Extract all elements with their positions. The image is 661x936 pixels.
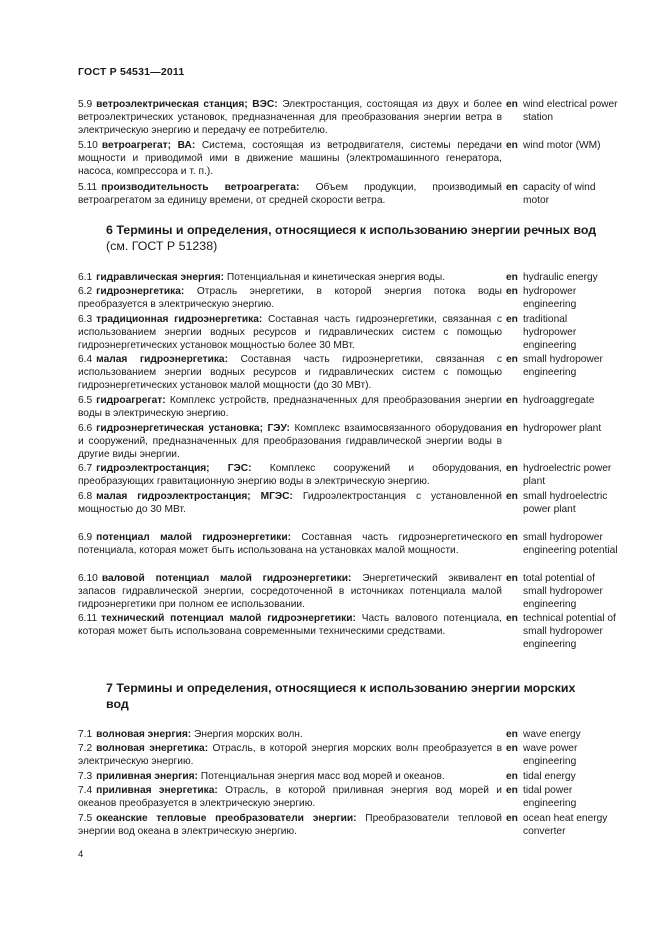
language-code: en <box>506 395 518 406</box>
entry-number: 6.5 <box>78 395 93 406</box>
entry-body <box>78 313 502 352</box>
language-code: en <box>506 743 518 754</box>
entry-number: 5.11 <box>78 182 98 193</box>
language-code: en <box>506 314 518 325</box>
english-equivalent: small hydropower engineering potential <box>523 532 618 556</box>
language-code: en <box>506 463 518 474</box>
entry-term: традиционная гидроэнергетика: <box>96 314 263 325</box>
entry-body <box>78 139 502 178</box>
english-equivalent: traditional hydropower engineering <box>523 314 577 351</box>
entry-body <box>78 728 502 741</box>
entry-term: ветроагрегат; ВА: <box>101 140 196 151</box>
entry-definition: Преобразователи тепловой энергии вод океана в электрическую энергию. <box>78 813 502 837</box>
entry-body <box>78 812 502 838</box>
english-equivalent: wind motor (WM) <box>523 140 601 151</box>
language-code: en <box>506 99 518 110</box>
entry-number: 6.4 <box>78 354 93 365</box>
entry-definition: Энергия морских волн. <box>194 729 303 740</box>
entry-term: потенциал малой гидроэнергетики: <box>96 532 291 543</box>
entry-body <box>78 572 502 611</box>
entry-definition: Отрасль, в которой приливная энергия вод морей и океанов преобразуется в электрическую энергию. <box>78 785 502 809</box>
entry-number: 6.6 <box>78 423 93 434</box>
english-equivalent: ocean heat energy converter <box>523 813 608 837</box>
entry-body <box>78 394 502 420</box>
entry-term: волновая энергия: <box>96 729 192 740</box>
entry-definition: Электростанция, состоящая из двух и более ветроэлектрических установок, предназначенная для преобразования энергии ветра в электрическую энергию и передачу ее потребителю. <box>78 99 502 136</box>
section-heading <box>106 680 576 712</box>
entry-body <box>78 742 502 768</box>
entry-term: океанские тепловые преобразователи энергии: <box>96 813 357 824</box>
entry-number: 7.3 <box>78 771 93 782</box>
english-equivalent: hydropower engineering <box>523 286 577 310</box>
entry-body <box>78 353 502 392</box>
language-code: en <box>506 491 518 502</box>
language-code: en <box>506 613 518 624</box>
entry-number: 6.9 <box>78 532 93 543</box>
language-code: en <box>506 286 518 297</box>
english-equivalent: tidal energy <box>523 771 576 782</box>
entry-number: 6.2 <box>78 286 93 297</box>
section-title: Термины и определения, относящиеся к использованию энергии морских вод <box>106 681 576 711</box>
language-code: en <box>506 182 518 193</box>
english-equivalent: small hydropower engineering <box>523 354 603 378</box>
entry-body <box>78 612 502 638</box>
english-equivalent: small hydroelectric power plant <box>523 491 608 515</box>
entry-number: 5.9 <box>78 99 93 110</box>
entry-term: ветроэлектрическая станция; ВЭС: <box>96 99 278 110</box>
entry-body <box>78 98 502 137</box>
entry-term: малая гидроэлектростанция; МГЭС: <box>96 491 293 502</box>
entry-number: 6.1 <box>78 272 93 283</box>
entry-body <box>78 462 502 488</box>
entry-body <box>78 784 502 810</box>
entry-term: производительность ветроагрегата: <box>101 182 300 193</box>
entry-term: приливная энергетика: <box>96 785 218 796</box>
entry-definition: Гидроэлектростанция с установленной мощностью до 30 МВт. <box>78 491 502 515</box>
page-header: ГОСТ Р 54531—2011 <box>78 66 185 78</box>
entry-body <box>78 770 502 783</box>
english-equivalent: hydraulic energy <box>523 272 598 283</box>
entry-term: приливная энергия: <box>96 771 198 782</box>
language-code: en <box>506 813 518 824</box>
english-equivalent: total potential of small hydropower engineering <box>523 573 603 610</box>
entry-term: гидроэнергетика: <box>96 286 185 297</box>
entry-term: гидроэлектростанция; ГЭС: <box>96 463 252 474</box>
entry-definition: Часть валового потенциала, которая может быть использована современными техническими средствами. <box>78 613 502 637</box>
section-title: Термины и определения, относящиеся к использованию энергии речных вод <box>116 223 597 237</box>
entry-number: 7.4 <box>78 785 93 796</box>
entry-definition: Потенциальная энергия масс вод морей и океанов. <box>200 771 445 782</box>
entry-number: 6.11 <box>78 613 98 624</box>
entry-number: 6.3 <box>78 314 93 325</box>
entry-definition: Энергетический эквивалент запасов гидравлической энергии, сосредоточенной в источниках потенциала малой гидроэнергетики при полном ее использовании. <box>78 573 502 610</box>
entry-body <box>78 422 502 461</box>
entry-body <box>78 490 502 516</box>
entry-body <box>78 531 502 557</box>
entry-number: 7.2 <box>78 743 93 754</box>
entry-body <box>78 271 502 284</box>
entry-number: 7.5 <box>78 813 93 824</box>
entry-definition: Отрасль энергетики, в которой энергия потока воды преобразуется в электрическую энергию. <box>78 286 502 310</box>
language-code: en <box>506 140 518 151</box>
english-equivalent: hydroelectric power plant <box>523 463 612 487</box>
entry-number: 6.7 <box>78 463 93 474</box>
entry-definition: Система, состоящая из ветродвигателя, системы передачи мощности и приводимой ими в движение машины (электромашинного генератора, насоса, компрессора и т. п.). <box>78 140 502 177</box>
english-equivalent: wind electrical power station <box>523 99 618 123</box>
english-equivalent: wave energy <box>523 729 581 740</box>
entry-term: валовой потенциал малой гидроэнергетики: <box>101 573 352 584</box>
english-equivalent: technical potential of small hydropower engineering <box>523 613 616 650</box>
entry-number: 7.1 <box>78 729 93 740</box>
english-equivalent: hydroaggregate <box>523 395 595 406</box>
english-equivalent: wave power engineering <box>523 743 578 767</box>
entry-term: технический потенциал малой гидроэнергетики: <box>101 613 356 624</box>
entry-term: малая гидроэнергетика: <box>96 354 228 365</box>
page-number: 4 <box>78 849 84 860</box>
language-code: en <box>506 354 518 365</box>
english-equivalent: hydropower plant <box>523 423 602 434</box>
entry-definition: Комплекс взаимосвязанного оборудования и сооружений, предназначенных для преобразования гидравлической энергии воды в другие виды энергии. <box>78 423 502 460</box>
section-reference: (см. ГОСТ Р 51238) <box>106 239 218 253</box>
entry-definition: Комплекс сооружений и оборудования, преобразующих гравитационную энергию воды в электрическую энергию. <box>78 463 503 487</box>
entry-number: 5.10 <box>78 140 98 151</box>
entry-definition: Составная часть гидроэнергетики, связанная с использованием энергии водных ресурсов и гидравлических систем с помощью гидроэнергетических установок малой мощности (до 30 МВт). <box>78 354 502 391</box>
language-code: en <box>506 729 518 740</box>
entry-definition: Составная часть гидроэнергетического потенциала, которая может быть использована на установках малой мощности. <box>78 532 502 556</box>
language-code: en <box>506 771 518 782</box>
section-number: 7 <box>106 681 113 695</box>
entry-number: 6.10 <box>78 573 98 584</box>
section-number: 6 <box>106 223 113 237</box>
entry-definition: Составная часть гидроэнергетики, связанная с использованием энергии водных ресурсов и гидравлических систем с помощью гидроэнергетических установок мощностью более 30 МВт. <box>78 314 502 351</box>
english-equivalent: capacity of wind motor <box>523 182 596 206</box>
entry-number: 6.8 <box>78 491 93 502</box>
entry-definition: Отрасль, в которой энергия морских волн преобразуется в электрическую энергию. <box>78 743 502 767</box>
language-code: en <box>506 423 518 434</box>
entry-term: гидроагрегат: <box>96 395 166 406</box>
language-code: en <box>506 272 518 283</box>
entry-definition: Потенциальная и кинетическая энергия воды. <box>226 272 446 283</box>
entry-definition: Комплекс устройств, предназначенных для преобразования энергии воды в электрическую энергию. <box>78 395 502 419</box>
entry-term: волновая энергетика: <box>96 743 209 754</box>
entry-term: гидроэнергетическая установка; ГЭУ: <box>96 423 290 434</box>
language-code: en <box>506 532 518 543</box>
language-code: en <box>506 573 518 584</box>
entry-term: гидравлическая энергия: <box>96 272 225 283</box>
language-code: en <box>506 785 518 796</box>
entry-definition: Объем продукции, производимый ветроагрегатом за единицу времени, от средней скорости ветра. <box>78 182 502 206</box>
section-heading <box>106 222 616 254</box>
english-equivalent: tidal power engineering <box>523 785 577 809</box>
entry-body <box>78 181 502 207</box>
entry-body <box>78 285 502 311</box>
